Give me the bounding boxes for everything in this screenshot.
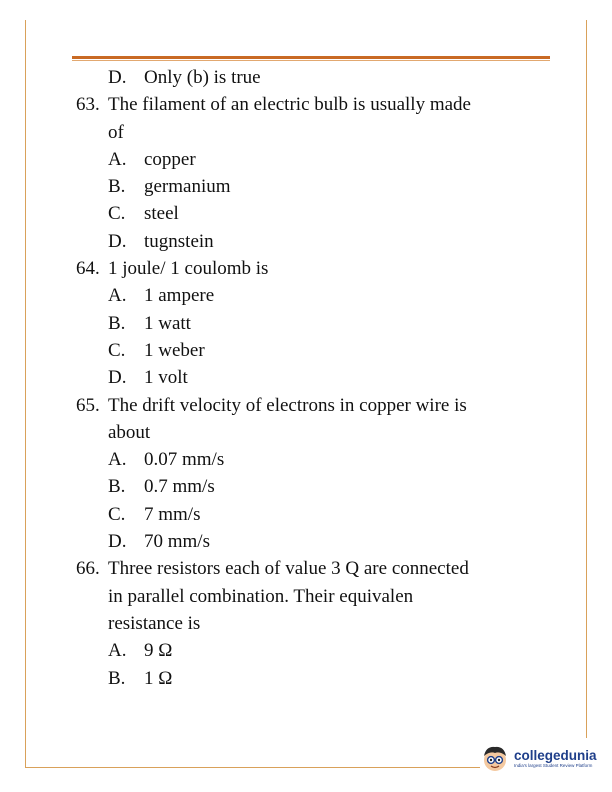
question-64 bbox=[76, 255, 546, 282]
question-66 bbox=[76, 555, 546, 582]
option-text: germanium bbox=[144, 176, 231, 198]
option-text: 0.07 mm/s bbox=[144, 449, 225, 471]
option-row bbox=[76, 501, 546, 528]
question-text-line: in parallel combination. Their equivalen bbox=[108, 585, 414, 607]
option-text: 1 watt bbox=[144, 312, 191, 334]
question-63 bbox=[76, 91, 546, 118]
question-text-line: of bbox=[108, 121, 124, 143]
option-row bbox=[76, 64, 546, 91]
logo-name: collegedunia bbox=[514, 747, 597, 763]
question-number: 64. bbox=[76, 258, 100, 280]
question-text-line: The drift velocity of electrons in copper wire is bbox=[108, 394, 467, 416]
option-row bbox=[76, 337, 546, 364]
option-letter: A. bbox=[108, 449, 127, 471]
question-text-line: resistance is bbox=[108, 612, 201, 634]
option-row bbox=[76, 228, 546, 255]
question-65 bbox=[76, 392, 546, 419]
option-row bbox=[76, 446, 546, 473]
option-text: 7 mm/s bbox=[144, 503, 201, 525]
mascot-icon bbox=[480, 743, 510, 773]
option-letter: D. bbox=[108, 230, 127, 252]
question-text-line: 1 joule/ 1 coulomb is bbox=[108, 258, 269, 280]
option-letter: B. bbox=[108, 312, 126, 334]
option-text: Only (b) is true bbox=[144, 67, 261, 88]
option-row bbox=[76, 200, 546, 227]
option-row bbox=[76, 364, 546, 391]
option-text: steel bbox=[144, 203, 179, 225]
question-text-line: about bbox=[108, 421, 151, 443]
option-text: 1 ampere bbox=[144, 285, 215, 307]
option-row bbox=[76, 473, 546, 500]
option-letter: B. bbox=[108, 476, 126, 498]
option-letter: A. bbox=[108, 285, 127, 307]
option-row bbox=[76, 665, 546, 692]
option-text: copper bbox=[144, 148, 196, 170]
option-letter: A. bbox=[108, 640, 127, 662]
option-text: 0.7 mm/s bbox=[144, 476, 215, 498]
option-letter: D. bbox=[108, 67, 127, 88]
collegedunia-logo bbox=[480, 738, 608, 778]
option-row bbox=[76, 310, 546, 337]
option-row bbox=[76, 637, 546, 664]
question-list bbox=[76, 64, 546, 692]
option-row bbox=[76, 146, 546, 173]
option-row bbox=[76, 282, 546, 309]
header-rule-secondary bbox=[72, 60, 550, 61]
option-letter: D. bbox=[108, 531, 127, 553]
question-text-line: Three resistors each of value 3 Q are connected bbox=[108, 558, 469, 580]
option-letter: A. bbox=[108, 148, 127, 170]
option-letter: D. bbox=[108, 367, 127, 389]
option-text: 1 volt bbox=[144, 367, 188, 389]
option-letter: B. bbox=[108, 667, 126, 689]
option-text: tugnstein bbox=[144, 230, 214, 252]
option-text: 1 weber bbox=[144, 339, 205, 361]
option-letter: C. bbox=[108, 339, 126, 361]
option-text: 1 Ω bbox=[144, 667, 173, 689]
header-rule bbox=[72, 56, 550, 59]
question-number: 63. bbox=[76, 94, 100, 116]
option-letter: B. bbox=[108, 176, 126, 198]
question-text-line: The filament of an electric bulb is usually made bbox=[108, 94, 471, 116]
question-number: 65. bbox=[76, 394, 100, 416]
option-text: 9 Ω bbox=[144, 640, 173, 662]
option-letter: C. bbox=[108, 203, 126, 225]
option-row bbox=[76, 528, 546, 555]
option-letter: C. bbox=[108, 503, 126, 525]
logo-tagline: India's largest Student Review Platform bbox=[514, 762, 593, 768]
question-number: 66. bbox=[76, 558, 100, 580]
option-text: 70 mm/s bbox=[144, 531, 210, 553]
option-row bbox=[76, 173, 546, 200]
